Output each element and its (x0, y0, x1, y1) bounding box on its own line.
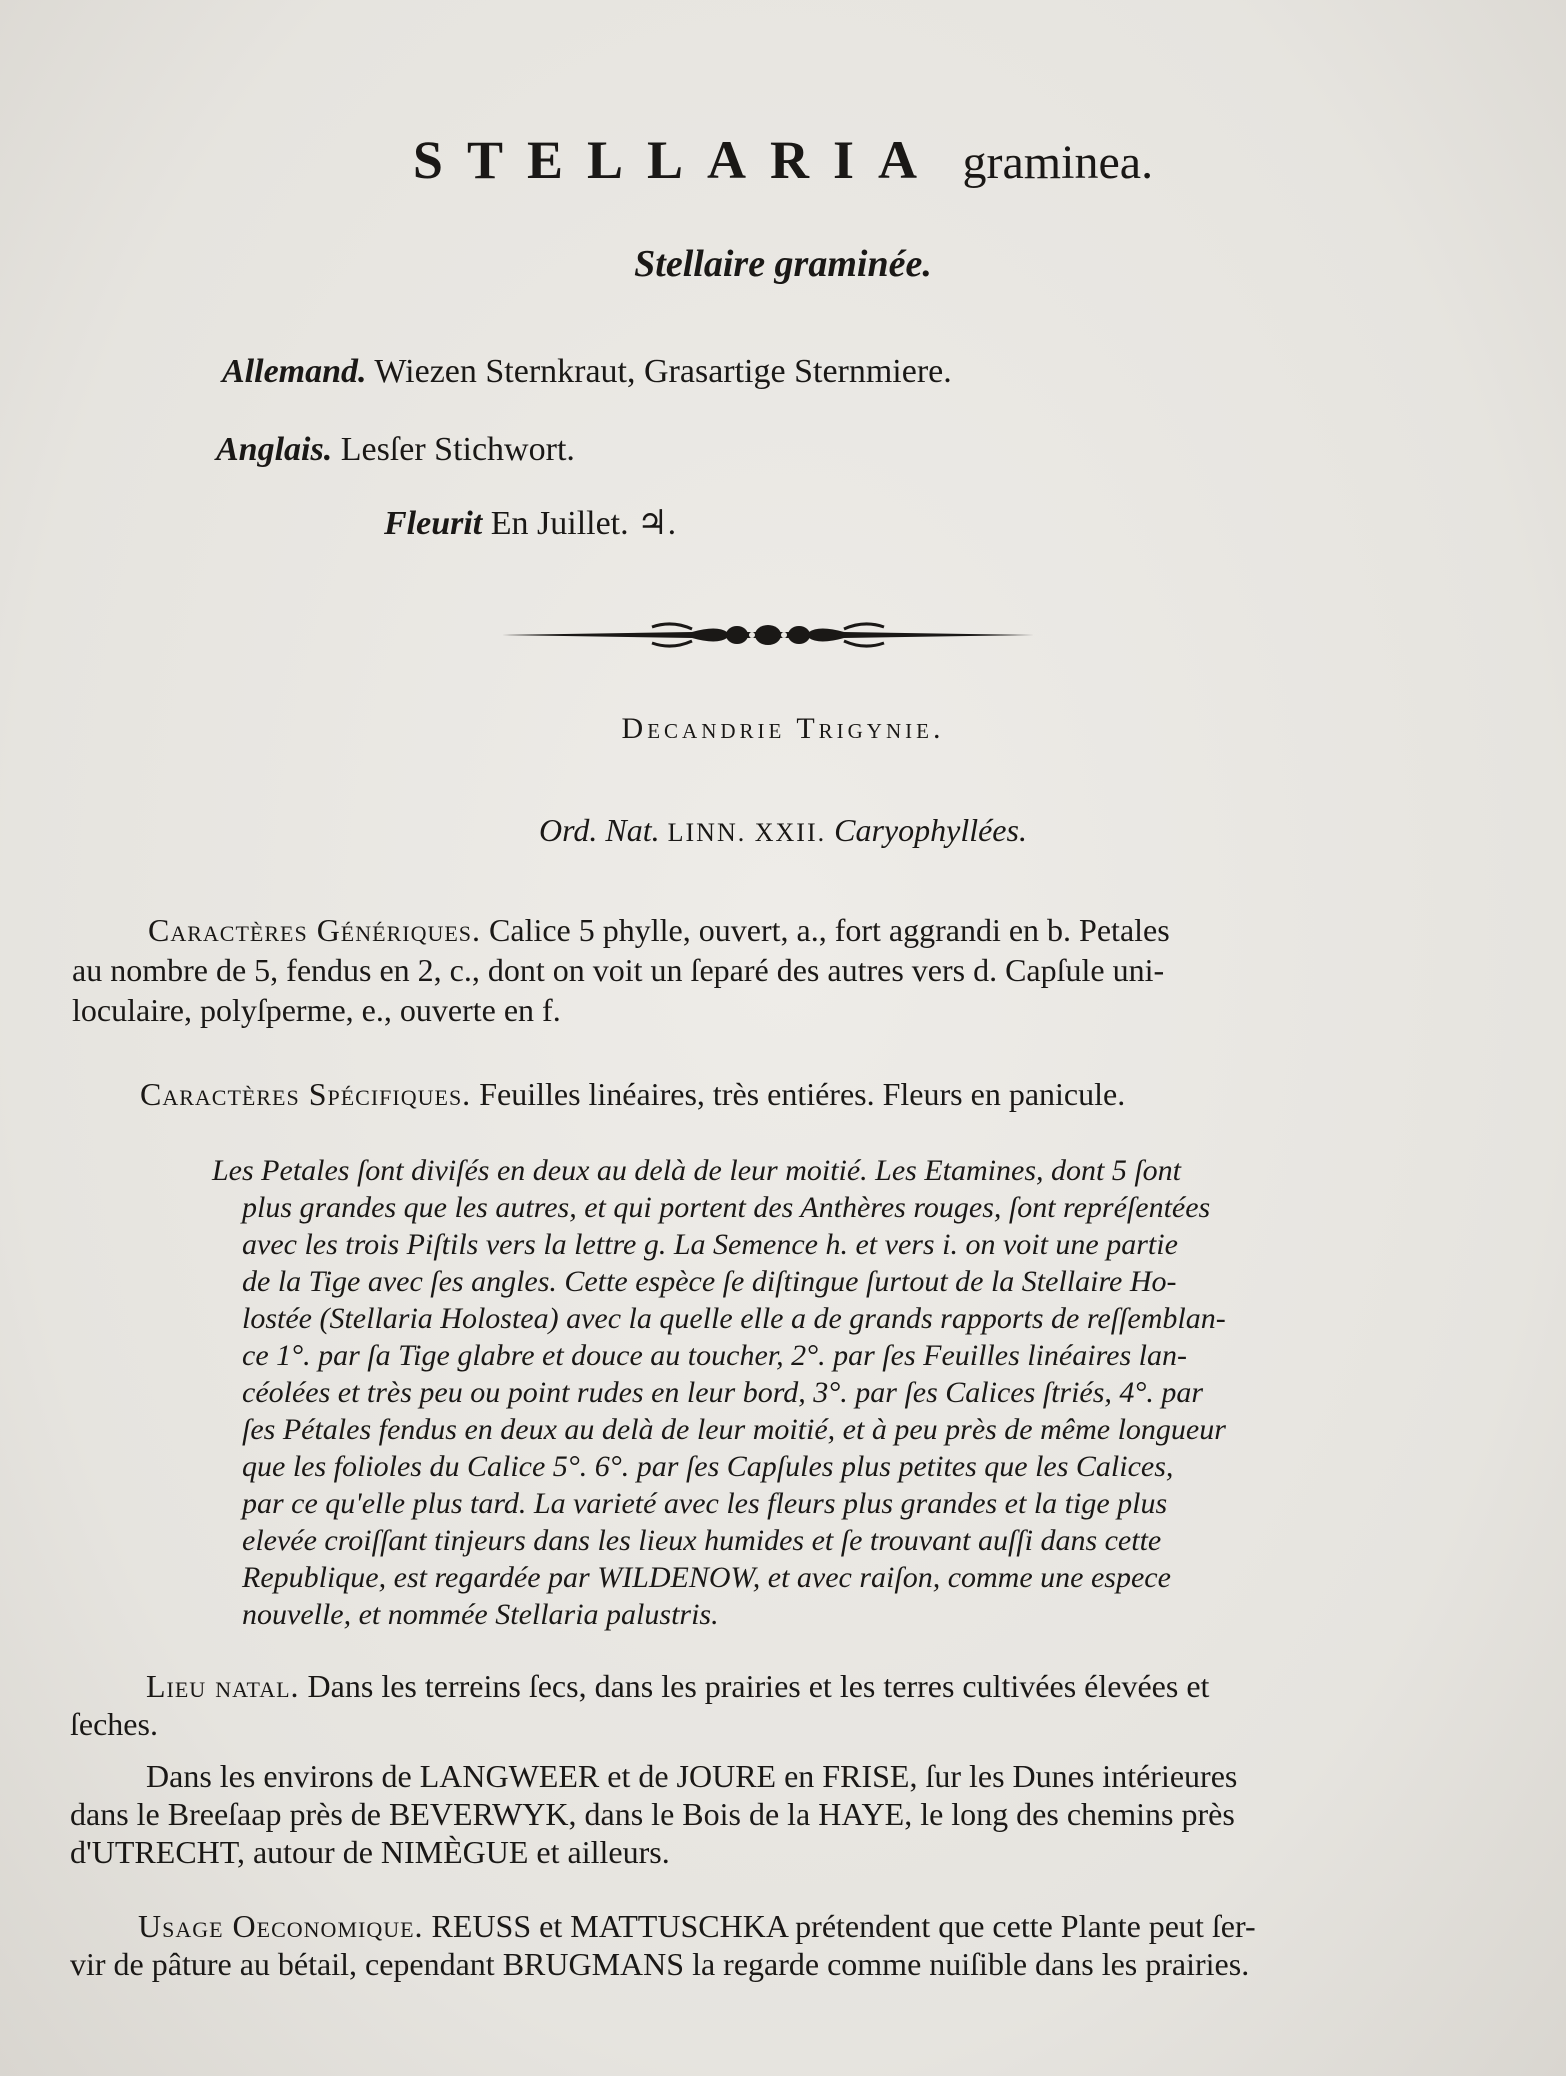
locations-line-2: dans le Breeſaap près de BEVERWYK, dans le Bois de la HAYE, le long des chemins près (70, 1796, 1235, 1832)
economic-use-line-1 (138, 1908, 1486, 1944)
description-line: de la Tige avec ſes angles. Cette espèce ſe diſtingue ſurtout de la Stellaire Ho- (242, 1265, 1177, 1298)
title-species: graminea. (962, 136, 1154, 189)
description-line: lostée (Stellaria Holostea) avec la quelle elle a de grands rapports de reſſemblan- (242, 1302, 1226, 1335)
flowering-time: En Juillet. ♃. (490, 505, 677, 542)
description-line: ſes Pétales fendus en deux au delà de leur moitié, et à peu près de même longueur (242, 1413, 1226, 1446)
habitat-label: Lieu natal. (146, 1668, 300, 1704)
generic-characters-text: Calice 5 phylle, ouvert, a., fort aggrandi en b. Petales (489, 912, 1170, 948)
order-prefix: Ord. Nat. (539, 812, 660, 848)
title-genus: STELLARIA (412, 130, 942, 190)
flowering-line (384, 502, 676, 546)
description-line: Republique, est regardée par WILDENOW, et avec raiſon, comme une espece (242, 1561, 1171, 1594)
economic-use-label: Usage Oeconomique. (138, 1908, 424, 1944)
ornament-divider (502, 615, 1034, 655)
economic-use-text: REUSS et MATTUSCHKA prétendent que cette Plante peut ſer- (431, 1908, 1256, 1944)
specific-characters-label: Caractères Spécifiques. (140, 1076, 472, 1112)
specific-characters-text: Feuilles linéaires, très entiéres. Fleurs en panicule. (479, 1076, 1126, 1112)
description-line: céolées et très peu ou point rudes en leur bord, 3°. par ſes Calices ſtriés, 4°. par (242, 1376, 1204, 1409)
economic-use-line-2: vir de pâture au bétail, cependant BRUGMANS la regarde comme nuiſible dans les prairies. (70, 1946, 1250, 1982)
generic-characters-line-2: au nombre de 5, fendus en 2, c., dont on voit un ſeparé des autres vers d. Capſule uni- (72, 952, 1165, 988)
description-line: plus grandes que les autres, et qui portent des Anthères rouges, ſont repréſentées (242, 1191, 1211, 1224)
german-name: Wiezen Sternkraut, Grasartige Sternmiere. (374, 353, 952, 390)
english-name: Lesſer Stichwort. (340, 431, 575, 468)
english-name-line (216, 428, 575, 472)
description-line: nouvelle, et nommée Stellaria palustris. (242, 1598, 719, 1631)
description-line: Les Petales ſont diviſés en deux au delà de leur moitié. Les Etamines, dont 5 ſont (212, 1154, 1182, 1187)
description-line: elevée croiſſant tinjeurs dans les lieux humides et ſe trouvant auſſi dans cette (242, 1524, 1162, 1557)
description-line: avec les trois Piſtils vers la lettre g. La Semence h. et vers i. on voit une partie (242, 1228, 1178, 1261)
french-name: Stellaire graminée. (634, 243, 932, 285)
generic-characters-label: Caractères Génériques. (148, 912, 482, 948)
specific-characters (140, 1076, 1478, 1112)
habitat-text: Dans les terreins ſecs, dans les prairies et les terres cultivées élevées et (307, 1668, 1210, 1704)
linnaean-class: Decandrie Trigynie. (621, 712, 945, 745)
generic-characters-line-1 (148, 912, 1478, 948)
german-name-line (222, 350, 952, 394)
natural-order (0, 812, 1566, 849)
flowering-label: Fleurit (384, 505, 483, 542)
order-family: Caryophyllées. (834, 812, 1027, 848)
description-line: par ce qu'elle plus tard. La varieté avec les fleurs plus grandes et la tige plus (242, 1487, 1168, 1520)
page-title (0, 128, 1566, 195)
description-line: ce 1°. par ſa Tige glabre et douce au toucher, 2°. par ſes Feuilles linéaires lan- (242, 1339, 1187, 1372)
locations-line-3: d'UTRECHT, autour de NIMÈGUE et ailleurs. (70, 1834, 670, 1870)
generic-characters-line-3: loculaire, polyſperme, e., ouverte en f. (72, 992, 561, 1028)
habitat-line-2: ſeches. (70, 1706, 158, 1742)
english-label: Anglais. (216, 431, 333, 468)
locations-line-1: Dans les environs de LANGWEER et de JOURE en FRISE, ſur les Dunes intérieures (146, 1758, 1238, 1794)
german-label: Allemand. (222, 353, 367, 390)
description-line: que les folioles du Calice 5°. 6°. par ſes Capſules plus petites que les Calices, (242, 1450, 1174, 1483)
order-linn: LINN. XXII. (667, 818, 827, 847)
habitat-line-1 (146, 1668, 1486, 1704)
